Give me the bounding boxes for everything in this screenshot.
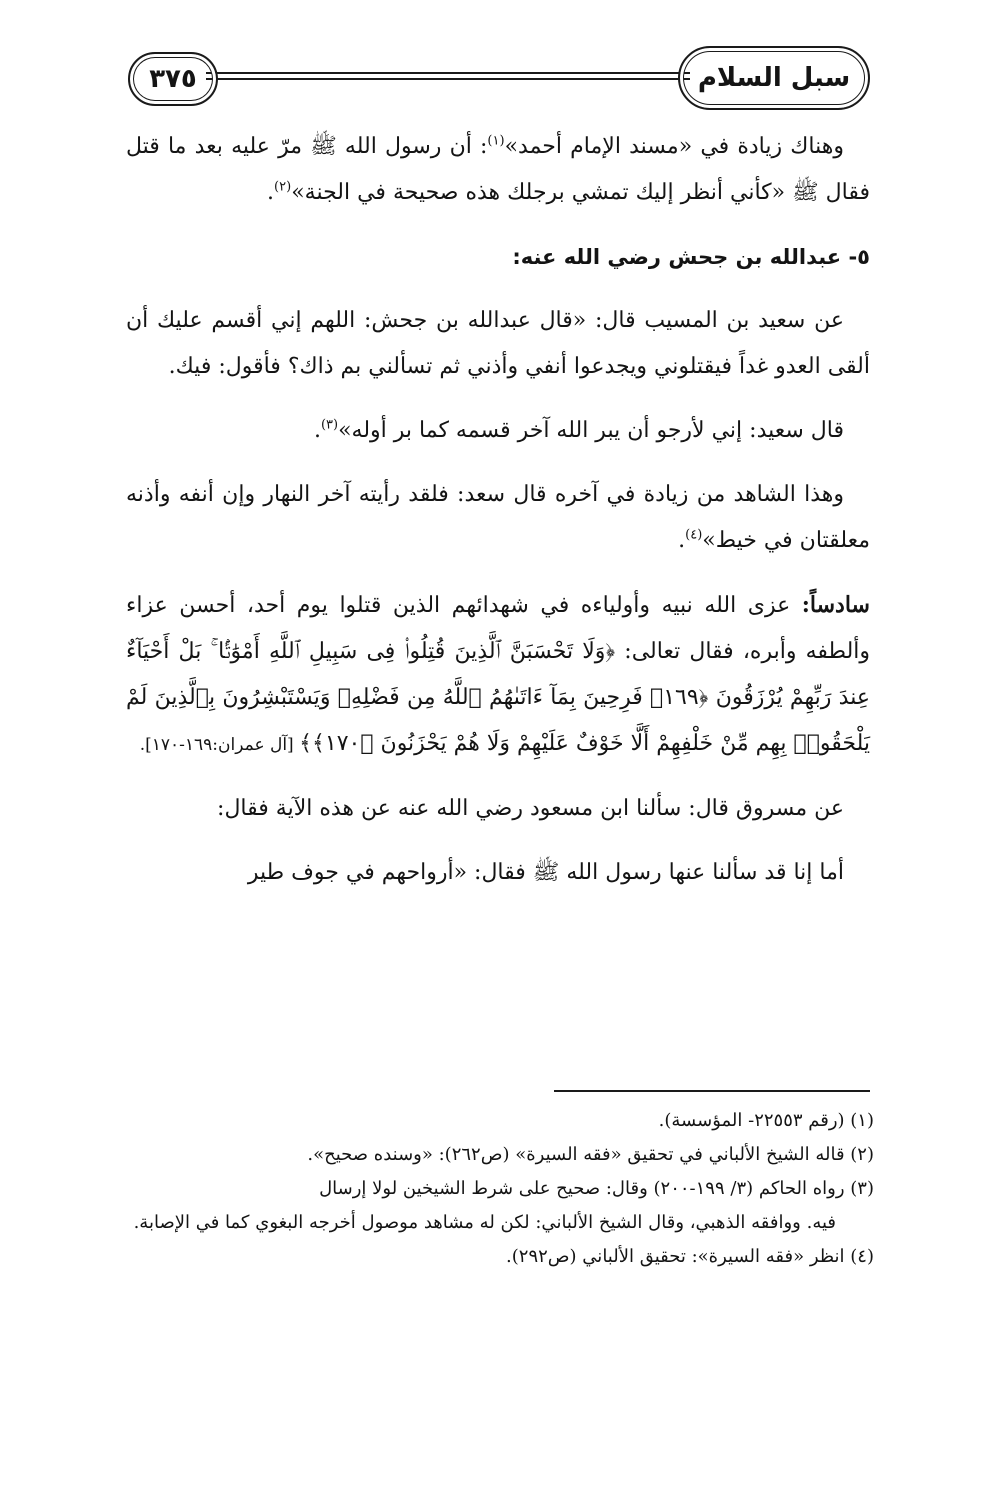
paragraph-1-text-b: : أن رسول الله ﷺ مرّ عليه بعد ما قتل فقال ﷺ «كأني أنظر إليك تمشي برجلك هذه صحيحة في الجنة» [126,134,870,205]
paragraph-1 [126,124,870,216]
footnote-ref-1: (١) [487,133,505,149]
main-text [126,124,870,896]
footnote-3: (٣) رواه الحاكم (٣/ ١٩٩-٢٠٠) وقال: صحيح على شرط الشيخين لولا إرسال [319,1178,874,1199]
footnote-separator [554,1090,870,1092]
paragraph-3-end: . [313,418,321,443]
paragraph-6: عن مسروق قال: سألنا ابن مسعود رضي الله عنه عن هذه الآية فقال: [217,796,844,821]
page-header [128,44,870,114]
page-number: ٣٧٥ [128,52,218,106]
footnote-3-continued: فيه. ووافقه الذهبي، وقال الشيخ الألباني: لكن له مشاهد موصول أخرجه البغوي كما في الإصابة. [133,1212,836,1233]
book-title: سبل السلام [678,46,870,110]
quran-verse: ﴿وَلَا تَحْسَبَنَّ ٱلَّذِينَ قُتِلُوا۟ فِى سَبِيلِ ٱللَّهِ أَمْوَٰتًۢا ۚ بَلْ أَحْيَآءٌ عِندَ رَبِّهِمْ يُرْزَقُونَ ﴿١٦٩﴾ فَرِحِينَ بِمَآ ءَاتَىٰهُمُ ٱللَّهُ مِن فَضْلِهِۦ وَيَسْتَبْشِرُونَ بِٱلَّذِينَ لَمْ يَلْحَقُوا۟ بِهِم مِّنْ خَلْفِهِمْ أَلَّا خَوْفٌ عَلَيْهِمْ وَلَا هُمْ يَحْزَنُونَ ﴿١٧٠﴾﴾ [126,639,870,756]
paragraph-7: أما إنا قد سألنا عنها رسول الله ﷺ فقال: «أرواحهم في جوف طير [247,860,844,885]
footnote-ref-4: (٤) [685,527,703,543]
paragraph-4 [126,472,870,564]
header-rule-bottom [206,78,690,80]
paragraph-3 [126,408,870,454]
footnote-1: (١) (رقم ٢٢٥٥٣- المؤسسة). [658,1110,874,1131]
paragraph-1-text-a: وهناك زيادة في «مسند الإمام أحمد» [504,134,844,159]
footnote-2: (٢) قاله الشيخ الألباني في تحقيق «فقه السيرة» (ص٢٦٢): «وسنده صحيح». [307,1144,874,1165]
footnote-ref-2: (٢) [274,179,292,195]
section-heading-5: ٥- عبدالله بن جحش رضي الله عنه: [512,245,870,269]
paragraph-3-text: قال سعيد: إني لأرجو أن يبر الله آخر قسمه كما بر أوله» [338,418,844,443]
paragraph-4-text: وهذا الشاهد من زيادة في آخره قال سعد: فلقد رأيته آخر النهار وإن أنفه وأذنه معلقتان في خيط» [126,482,870,553]
paragraph-5-lead: سادساً: [801,592,870,618]
paragraph-5-text: عزى الله نبيه وأولياءه في شهدائهم الذين قتلوا يوم أحد، أحسن عزاء وألطفه وأبره، فقال تعالى: [126,593,871,664]
paragraph-4-end: . [678,528,686,553]
paragraph-5 [126,582,870,768]
verse-reference: [آل عمران:١٦٩-١٧٠]. [139,735,300,755]
footnotes [126,1104,874,1274]
paragraph-2: عن سعيد بن المسيب قال: «قال عبدالله بن جحش: اللهم إني أقسم عليك أن ألقى العدو غداً فيقتلوني ويجدعوا أنفي وأذني ثم تسألني بم ذاك؟ فأقول: فيك. [126,308,870,379]
header-rule-top [206,72,690,74]
paragraph-1-end: . [267,180,275,205]
footnote-4: (٤) انظر «فقه السيرة»: تحقيق الألباني (ص٢٩٢). [506,1246,874,1267]
footnote-ref-3: (٣) [320,417,339,433]
